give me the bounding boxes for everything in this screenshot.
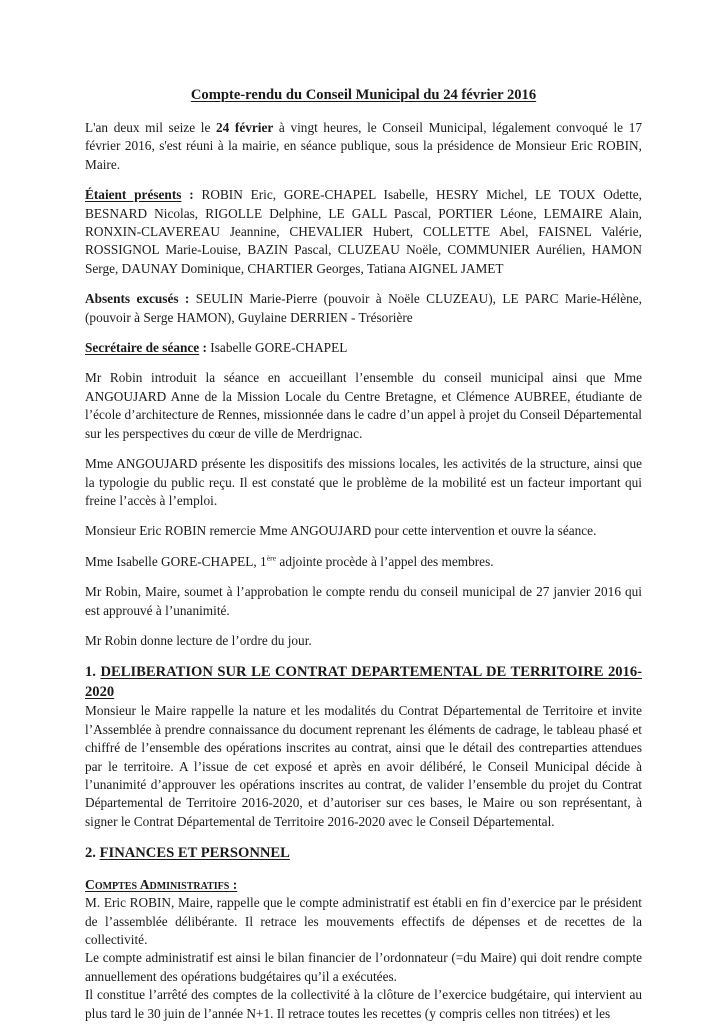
text-run: 24 février <box>215 120 274 135</box>
text-run: Il constitue l’arrêté des comptes de la collectivité à la clôture de l’exercice budgétaire, qui intervient au plus tard le 30 juin de l’année N+1. Il retrace toutes les recettes (y compris celles non titrées) et les <box>85 987 642 1021</box>
superscript-ordinal: ère <box>266 553 277 563</box>
heading-number: 1. <box>85 664 101 681</box>
text-run: L'an deux mil seize le <box>85 120 216 135</box>
paragraph-introduction <box>85 369 642 443</box>
paragraph-secretary <box>85 339 642 357</box>
heading-finances-personnel <box>85 844 642 864</box>
text-run: Mr Robin donne lecture de l’ordre du jour. <box>85 632 312 648</box>
subheading-comptes-administratifs <box>85 876 642 894</box>
text-run: Mme Isabelle GORE-CHAPEL, 1 <box>85 553 267 569</box>
paragraph-compte-administratif-3 <box>85 986 642 1023</box>
text-run: : <box>199 340 207 356</box>
text-run: Monsieur le Maire rappelle la nature et les modalités du Contrat Départemental de Territoire et invite l’Assemblée à prendre connaissance du document reprenant les éléments de cadrage, le tableau phasé et chiffré de l’ensemble des opérations inscrites au contrat, ainsi que le détail des contreparties attendues par le territoire. A l’issue de cet exposé et après en avoir délibéré, le Conseil Municipal décide à l’unanimité d’approuver les opérations inscrites au contrat, de valider l’ensemble du projet du Contrat Départemental de Territoire 2016-2020, et d’autoriser sur ces bases, le Maire ou son représentant, à signer le Contrat Départemental de Territoire 2016-2020 avec le Conseil Départemental. <box>85 703 642 829</box>
text-run: Isabelle GORE-CHAPEL <box>206 340 348 356</box>
heading-text: FINANCES ET PERSONNEL <box>99 845 290 862</box>
paragraph-roll-call <box>85 553 642 571</box>
text-run: ROBIN Eric, GORE-CHAPEL Isabelle, HESRY Michel, LE TOUX Odette, BESNARD Nicolas, RIGOLLE Delphine, LE GALL Pascal, PORTIER Léone, LEMAIRE Alain, RONXIN-CLAVEREAU Jeannine, CHEVALIER Hubert, COLLETTE Abel, FAISNEL Valérie, ROSSIGNOL Marie-Louise, BAZIN Pascal, CLUZEAU Noële, COMMUNIER Aurélien, HAMON Serge, DAUNAY Dominique, CHARTIER Georges, Tatiana AIGNEL JAMET <box>85 187 642 276</box>
paragraph-compte-administratif-1 <box>85 894 642 949</box>
text-run: Le compte administratif est ainsi le bilan financier de l’ordonnateur (=du Maire) qui doit rendre compte annuellement des opérations budgétaires qu’il a exécutées. <box>85 950 642 984</box>
paragraph-compte-administratif-2 <box>85 949 642 986</box>
text-run: SEULIN Marie-Pierre (pouvoir à Noële CLUZEAU), LE PARC Marie-Hélène, (pouvoir à Serge HAMON), Guylaine DERRIEN - Trésorière <box>85 291 642 325</box>
text-run: : <box>181 187 194 203</box>
document-title <box>85 86 642 105</box>
label-absent: Absents excusés : <box>85 291 190 307</box>
label-secretary: Secrétaire de séance <box>85 340 200 356</box>
paragraph-present-members <box>85 186 642 278</box>
text-run: Mme ANGOUJARD présente les dispositifs des missions locales, les activités de la structure, ainsi que la typologie du public reçu. Il est constaté que le problème de la mobilité est un facteur important qui freine l’accès à l’emploi. <box>85 456 642 508</box>
text-run: Monsieur Eric ROBIN remercie Mme ANGOUJARD pour cette intervention et ouvre la séance. <box>85 523 597 539</box>
text-run: adjointe procède à l’appel des membres. <box>276 553 494 569</box>
heading-number: 2. <box>85 845 100 862</box>
subheading-text: Comptes Administratifs : <box>85 876 238 892</box>
paragraph-absent-members <box>85 290 642 327</box>
paragraph-agenda-reading <box>85 632 642 650</box>
paragraph-thanks <box>85 522 642 540</box>
paragraph-contrat-departemental <box>85 702 642 831</box>
heading-text: DELIBERATION SUR LE CONTRAT DEPARTEMENTAL DE TERRITOIRE 2016-2020 <box>85 664 643 700</box>
text-run: Mr Robin, Maire, soumet à l’approbation le compte rendu du conseil municipal de 27 janvier 2016 qui est approuvé à l’unanimité. <box>85 584 642 618</box>
text-run: Mr Robin introduit la séance en accueillant l’ensemble du conseil municipal ainsi que Mme ANGOUJARD Anne de la Mission Locale du Centre Bretagne, et Clémence AUBREE, étudiante de l’école d’architecture de Rennes, missionnée dans le cadre d’un appel à projet du Conseil Départemental sur les perspectives du cœur de ville de Merdrignac. <box>85 370 642 441</box>
label-present: Étaient présents <box>85 187 182 203</box>
heading-deliberation-contrat <box>85 663 642 702</box>
text-run: M. Eric ROBIN, Maire, rappelle que le compte administratif est établi en fin d’exercice par le président de l’assemblée délibérante. Il retrace les mouvements effectifs de dépenses et de recettes de la collectivité. <box>85 895 642 947</box>
paragraph-session-opening <box>85 119 642 174</box>
text-run: à vingt heures, le Conseil Municipal, légalement convoqué le 17 février 2016, s'est réuni à la mairie, en séance publique, sous la présidence de Monsieur Eric ROBIN, Maire. <box>85 120 642 172</box>
title-text: Compte-rendu du Conseil Municipal du 24 février 2016 <box>190 87 537 103</box>
paragraph-minutes-approval <box>85 583 642 620</box>
paragraph-mission-locale <box>85 455 642 510</box>
